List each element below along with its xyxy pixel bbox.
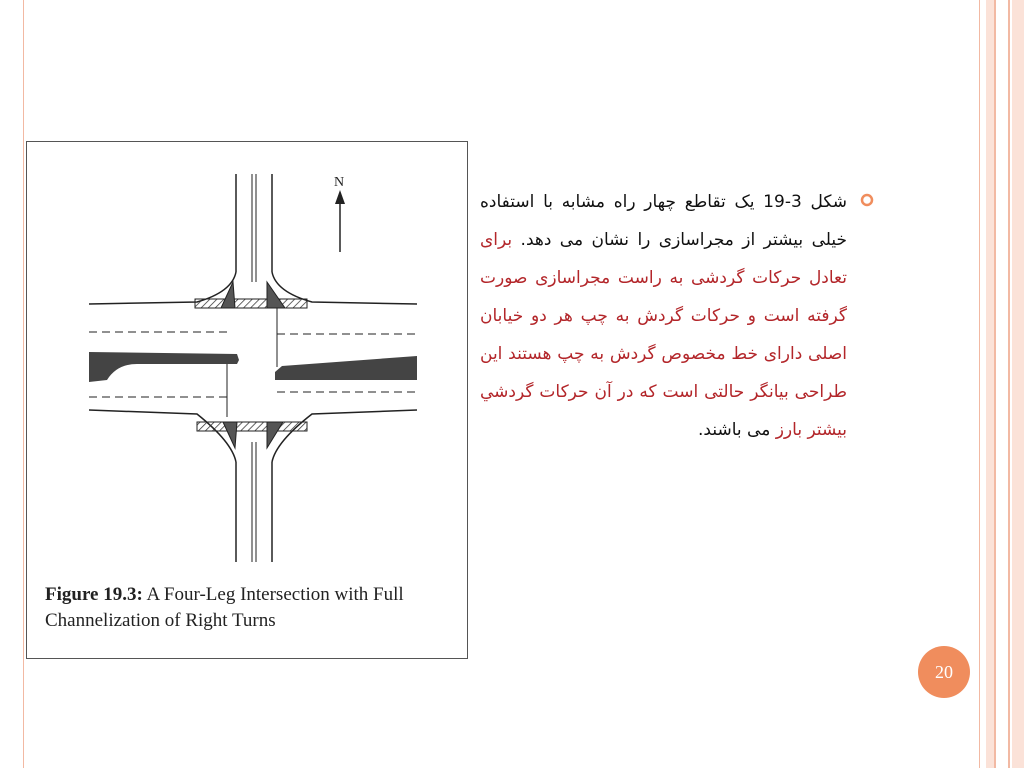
- caption-text: A Four-Leg Intersection with Full Channelization of Right Turns: [45, 584, 404, 631]
- figure-caption: [45, 582, 460, 634]
- left-border-line: [23, 0, 24, 768]
- bullet-paragraph: [480, 183, 847, 449]
- text-black: شکل 3-19 یک تقاطع چهار راه مشابه با استفاده خیلی بیشتر از مجراسازی را نشان می دهد.: [480, 192, 848, 250]
- page-number: 20: [935, 661, 953, 682]
- right-border-line-2: [994, 0, 996, 768]
- page-number-badge: [918, 646, 970, 698]
- figure: [26, 141, 468, 659]
- text-end: می باشند.: [698, 420, 776, 440]
- right-border-line-1: [979, 0, 980, 768]
- caption-label: Figure 19.3:: [45, 584, 143, 605]
- bullet-ring-icon: [860, 193, 874, 207]
- right-border-stripe: [986, 0, 994, 768]
- intersection-diagram: [27, 142, 469, 582]
- text-red: برای تعادل حرکات گردشی به راست مجراسازی صورت گرفته است و حرکات گردش به چپ هر دو خیابان اصلی دارای خط مخصوص گردش به چپ هستند این طراحی بیانگر حالتی است که در آن حرکات گردشي بیشتر بارز: [480, 230, 847, 440]
- right-border-line-3: [1008, 0, 1010, 768]
- right-border-stripe-2: [1012, 0, 1024, 768]
- north-label: N: [334, 175, 345, 190]
